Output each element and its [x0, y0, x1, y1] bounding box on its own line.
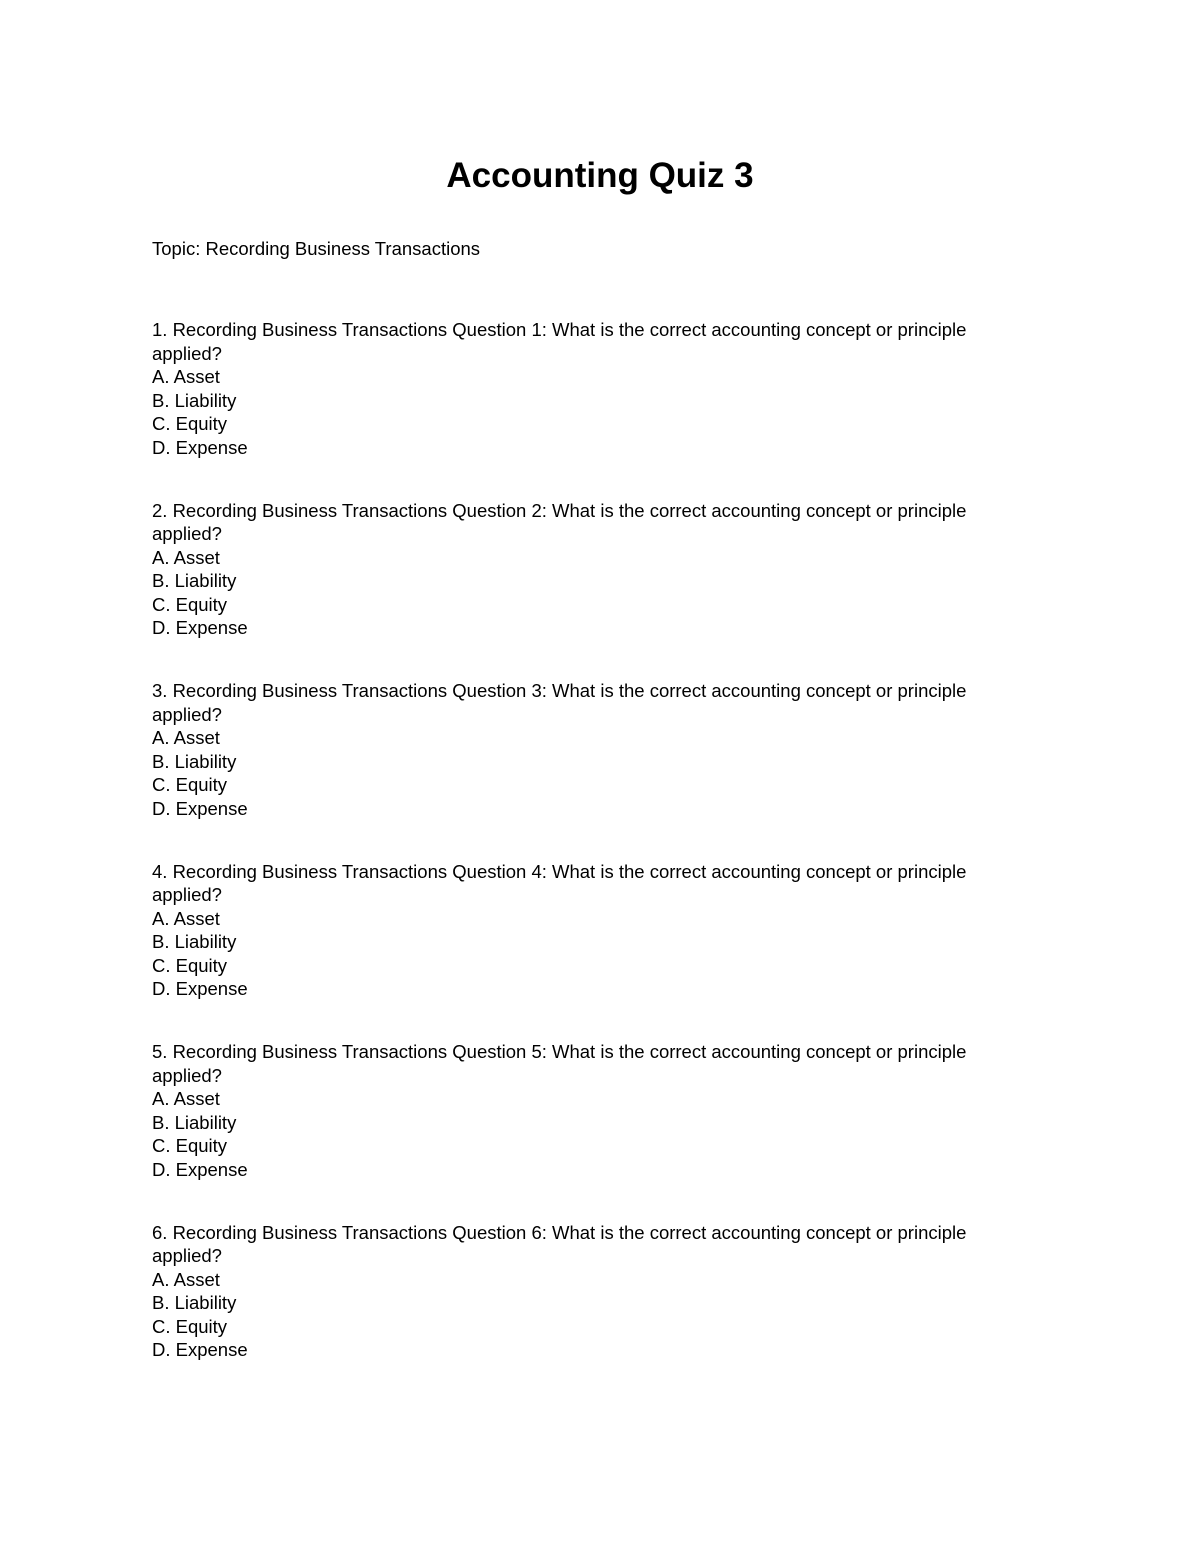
option-a: A. Asset — [152, 366, 220, 388]
question-text: 3. Recording Business Transactions Question 3: What is the correct accounting concept or principle applied? — [152, 680, 967, 725]
option-d: D. Expense — [152, 978, 248, 1000]
option-b: B. Liability — [152, 1292, 237, 1314]
option-d: D. Expense — [152, 436, 248, 458]
option-a: A. Asset — [152, 727, 220, 749]
option-a: A. Asset — [152, 907, 220, 929]
question-4 — [152, 860, 1032, 1041]
option-c: C. Equity — [152, 954, 228, 976]
answer-options — [152, 1268, 1032, 1362]
question-3 — [152, 679, 1032, 860]
answer-options — [152, 726, 1032, 820]
option-b: B. Liability — [152, 389, 237, 411]
option-c: C. Equity — [152, 1135, 228, 1157]
question-text: 6. Recording Business Transactions Question 6: What is the correct accounting concept or principle applied? — [152, 1221, 967, 1267]
question-text: 2. Recording Business Transactions Question 2: What is the correct accounting concept or principle applied? — [152, 499, 967, 545]
option-c: C. Equity — [152, 1315, 228, 1337]
question-list — [152, 318, 1032, 1401]
question-1 — [152, 318, 1032, 499]
question-text: 4. Recording Business Transactions Question 4: What is the correct accounting concept or principle applied? — [152, 860, 967, 906]
option-b: B. Liability — [152, 570, 237, 592]
option-a: A. Asset — [152, 1268, 220, 1290]
question-2 — [152, 499, 1032, 680]
answer-options — [152, 365, 1032, 459]
option-c: C. Equity — [152, 593, 228, 615]
option-d: D. Expense — [152, 617, 248, 639]
question-5 — [152, 1040, 1032, 1221]
question-6 — [152, 1221, 1032, 1402]
option-d: D. Expense — [152, 797, 248, 819]
option-b: B. Liability — [152, 931, 237, 953]
option-c: C. Equity — [152, 413, 228, 435]
option-c: C. Equity — [152, 774, 228, 796]
option-a: A. Asset — [152, 1088, 220, 1110]
answer-options — [152, 1087, 1032, 1181]
answer-options — [152, 546, 1032, 640]
document-title: Accounting Quiz 3 — [446, 156, 754, 195]
option-b: B. Liability — [152, 1111, 237, 1133]
option-d: D. Expense — [152, 1158, 248, 1180]
option-b: B. Liability — [152, 750, 237, 772]
option-a: A. Asset — [152, 546, 220, 568]
question-text: 5. Recording Business Transactions Question 5: What is the correct accounting concept or principle applied? — [152, 1041, 967, 1086]
question-text: 1. Recording Business Transactions Question 1: What is the correct accounting concept or principle applied? — [152, 319, 967, 364]
document-topic: Topic: Recording Business Transactions — [152, 238, 481, 259]
answer-options — [152, 907, 1032, 1001]
option-d: D. Expense — [152, 1339, 248, 1361]
